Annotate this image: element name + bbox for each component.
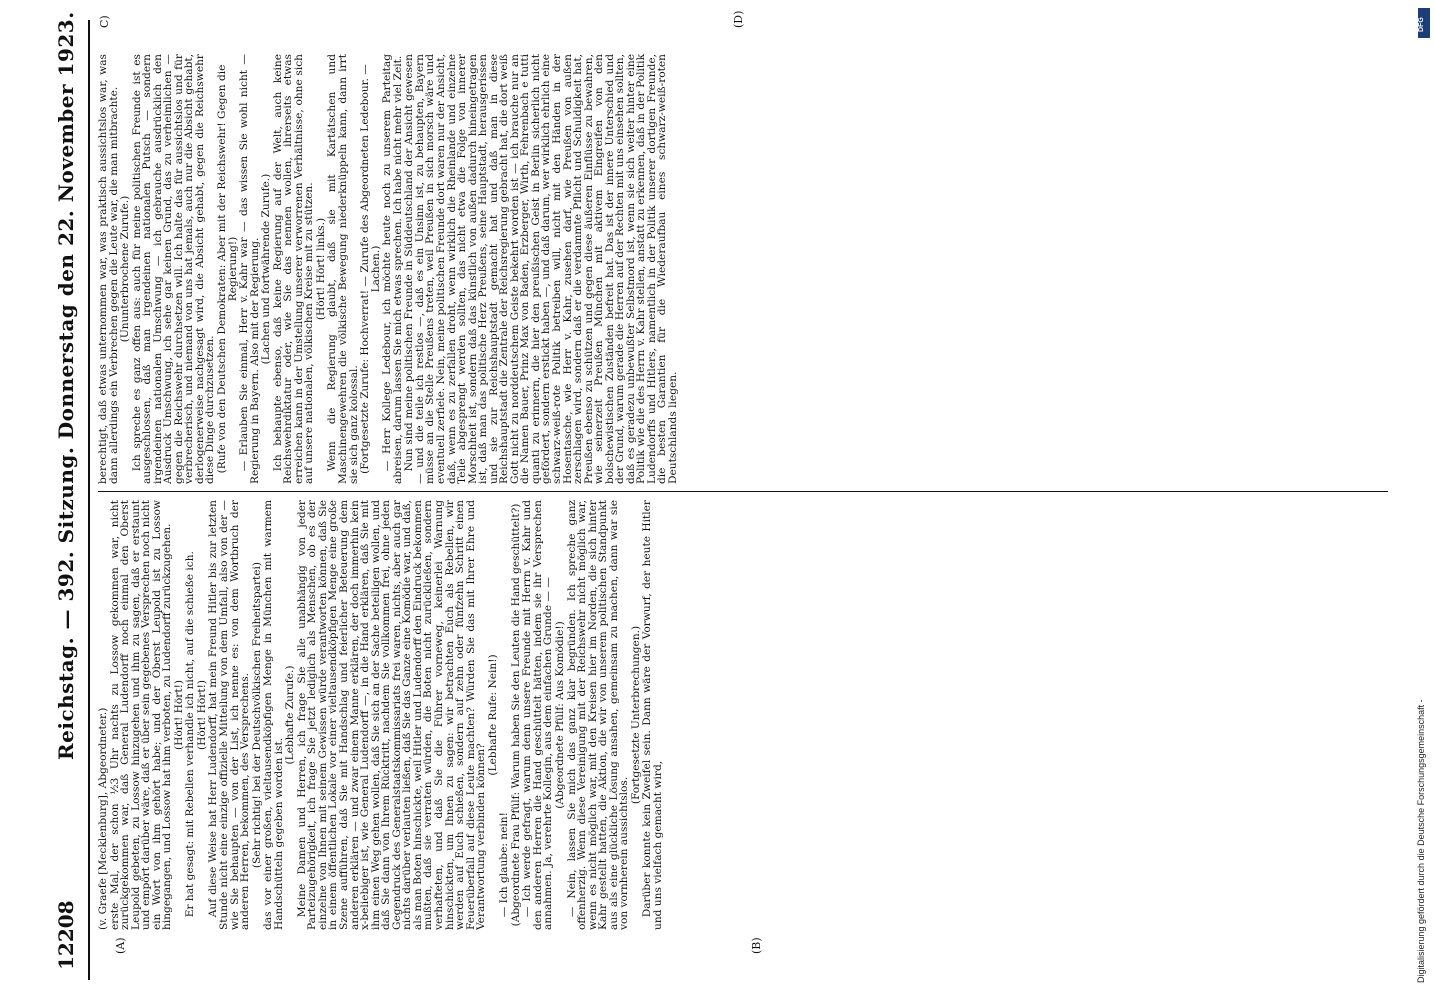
header-rule xyxy=(88,20,90,980)
paragraph: Darüber konnte kein Zweifel sein. Dann wäre der Vorwurf, der heute Hitler und uns vielfach gemacht wird, xyxy=(641,500,664,930)
right-column xyxy=(98,54,680,484)
paragraph: — Ich werde gefragt, warum denn unsere Freunde mit Herrn v. Kahr und den anderen Herren die Hand geschüttelt hätten, indem sie ihr Versprechen annahmen. Ja, verehrte Kollegin, aus dem einfachen Grunde — — xyxy=(521,500,555,930)
document-page xyxy=(2,0,1407,1000)
paragraph: Ich behaupte ebenso, daß keine Regierung auf der Welt, auch keine Reichswehrdiktatur oder, wie Sie das nennen wollen, ihrerseits etwas erreichen kann in der Umstellung unserer verworrenen Verhältnisse, ohne sich auf unsere nationalen, völkischen Kreise mit zu stützen. xyxy=(271,54,316,484)
credit-text: Digitalisierung gefördert durch die Deutsche Forschungsgemeinschaft - xyxy=(1416,699,1426,983)
margin-marker-b: (B) xyxy=(750,937,763,954)
interjection: (Lebhafte Rufe: Nein!) xyxy=(486,654,499,776)
dfg-logo: DFG xyxy=(1418,8,1430,38)
paragraph: berechtigt, daß etwas unternommen war, was praktisch aussichtslos war, was dann allerdings ein Verbrechen gegen die Leute war, die man mitbrachte. xyxy=(97,54,120,484)
paragraph: das vor einer großen, vieltausendköpfigen Menge in München mit warmem Handschütteln gegeben worden ist. xyxy=(262,500,285,930)
interjection: (Lebhafte Zurufe.) xyxy=(284,665,297,765)
left-column xyxy=(98,500,664,930)
paragraph: — Erlauben Sie einmal, Herr v. Kahr war — das wissen Sie wohl nicht — Regierung in Bayern. Also mit der Regierung. xyxy=(238,54,261,484)
paragraph: Ich spreche es ganz offen aus: auch für meine politischen Freunde ist es ausgeschlossen, daß man irgendeinen nationalen Putsch — sondern irgendeinen nationalen Umschwung — ich gebrauche ausdrücklich den Ausdruck Umschwung, ich sehe gar keinen Grund, das zu verheimlichen — gegen die Reichswehr durchsetzen will. Ich halte das für aussichtslos und für verbrecherisch, und niemand von uns hat jemals, auch nur die Absicht gehabt, derlogenerweise nachgesagt wird, die Absicht gehabt, gegen die Reichswehr diese Dinge durchzusetzen. xyxy=(130,54,217,484)
margin-marker-a: (A) xyxy=(114,937,127,954)
paragraph: Meine Damen und Herren, ich frage Sie alle unabhängig von jeder Parteizugehörigkeit, ich frage Sie jetzt lediglich als Menschen, ob es der einzelne von Ihnen mit seinem Gewissen würde verantworten können, daß Sie in einem öffentlichen Lokale vor einer vieltausendköpfigen Menge eine große Szene aufführen, daß Sie mit Handschlag und feierlicher Beteuerung dem anderen erklären — und zwar einem Manne erklären, der doch immerhin kein x-beliebiger ist, wie General Ludendorff —, in die Hand erklären, daß Sie mit ihm einen Weg gehen wollen, daß Sie sich an der Sache beteiligen wollen, und daß Sie dann von Ihrem Rücktritt, nachdem Sie vollkommen frei, ohne jeden Gegendruck des Generalstaatskommissariats frei waren, nichts, aber auch gar nichts darüber verlauten ließen, daß Sie das Ganze eine Komödie war, und daß, als man Boten hinschickte, weil Hitler und Ludendorff den Eindruck bekommen mußten, daß sie verraten würden, die Boten nicht zurückließen, sondern verhafteten, und daß Sie die Führer vorneweg, keinerlei Warnung hinschickten, um Ihnen zu sagen: wir betrachten Euch als Rebellen, wir werden auf Euch schießen, sondern auf zehn oder fünfzehn Schritt einen Feuerüberfall auf diese Leute machten? Würden Sie das mit Ihrer Ehre und Verantwortung verbinden können? xyxy=(295,500,488,930)
paragraph: Er hat gesagt: mit Rebellen verhandle ich nicht, auf die schieße ich. xyxy=(184,551,197,918)
interjection: (Fortgesetzte Unterbrechungen.) xyxy=(629,625,642,805)
page-number: 12208 xyxy=(54,900,78,970)
page-header xyxy=(2,0,106,1000)
interjection: (Hört! Hört! links.) xyxy=(314,217,327,321)
paragraph: Nun sind meine politischen Freunde in Süddeutschland der Ansicht gewesen — und die teile ich restlos —, daß es ein Unsinn ist, zu behaupten, Bayern müsse an die Stelle Preußens treten, weil Preußen in sich morsch wäre und eventuell zerfiele. Nein, meine politischen Freunde dort waren nur der Ansicht, daß, wenn es zu zerfallen droht, wenn wirklich die Rheinlande und einzelne Teile abgesprengt werden sollten, das nicht etwa die Folge von innerer Morschheit ist, sondern daß das künstlich von außen dadurch hineingetragen ist, daß man das politische Herz Preußens, seine Hauptstadt, herausgerissen und sie zur Reichshauptstadt gemacht hat und daß man in diese Reichshauptstadt die Zentrale der Reichsregierung gebracht hat, die dort weiß Gott nicht zu norddeutschem Geiste bekehrt worden ist — ich brauche nur an die Namen Bauer, Prinz Max von Baden, Erzberger, Wirth, Fehrenbach e tutti quanti zu erinnern, die hier den preußischen Geist in Berlin sicherlich nicht gefördert, sondern erstickt haben —, und daß darum, wer wirklich ehrlich eine schwarz-weiß-rote Politik betreiben will, nicht mit den Händen in der Hosentasche, wie Herr v. Kahr, zusehen darf, wie Preußen von außen zerschlagen wird, sondern daß er die verdammte Pflicht und Schuldigkeit hat, Preußen ebenso zu schützen und gegen diese äußeren Einflüsse zu bewahren, wie seinerzeit Preußen München mit aktivem Eingreifen von den bolschewistischen Zuständen befreit hat. Das ist der innere Unterschied und der Grund, warum gerade die Herren auf der Rechten mit uns einsehen sollten, daß es geradezu unbewußter Selbstmord ist, wenn sie sich weiter hinter eine Politik wie die des Herrn v. Kahr stellen, anstatt zu erkennen, daß in der Politik Ludendorffs und Hitlers, namentlich in der Politik unserer dortigen Freunde, die besten Garantien für die Wiederaufbau eines schwarz-weiß-roten Deutschlands liegen. xyxy=(403,54,679,484)
paragraph: Auf diese Weise hat Herr Ludendorff, hat mein Freund Hitler bis zur letzten Stunde nicht eine einzige offizielle Mitteilung von dem Umfall, also von der — wie Sie behaupten — von der List, ich nenne es: von dem Wortbruch der anderen Herren, bekommen, des Versprechens. xyxy=(207,500,252,930)
interjection: (Hört! Hört!) xyxy=(195,679,208,751)
interjection: (Lachen und fortwährende Zurufe.) xyxy=(260,173,273,365)
column-divider xyxy=(98,491,1388,492)
interjection: (Ununterbrochene Zurufe.) xyxy=(119,195,132,343)
interjection: (Abgeordnete Frau Pfülf: Warum haben Sie den Leuten die Hand geschüttelt?) xyxy=(509,503,522,927)
running-title: Reichstag. — 392. Sitzung. Donnerstag den 22. November 1923. xyxy=(54,11,78,760)
interjection: (Hört! Hört!) xyxy=(172,679,185,751)
interjection: (Abgeordnete Pfülf: Aus Komödie!) xyxy=(553,621,566,809)
margin-marker-c: C) xyxy=(98,15,111,28)
paragraph: — Nein, lassen Sie mich das ganz klar begründen. Ich spreche ganz offenherzig. Wenn diese Vereinigung mit der Reichswehr nicht möglich war, wenn es nicht möglich war, mit den Kreisen hier im Norden, die sich hinter Kahr gestellt hatten, die Aktion, die wir von unserem politischen Standpunkt aus als eine glückliche Lösung ansahen, gemeinsam zu machen, dann war sie von vornherein aussichtslos. xyxy=(565,500,631,930)
paragraph: Wenn die Regierung glaubt, daß sie mit Kartätschen und Maschinengewehren die völkische Bewegung niederknüppeln kann, dann irrt sie sich ganz kolossal. xyxy=(326,54,360,484)
digitization-credit xyxy=(1402,0,1434,1000)
paragraph: — Ich glaube: nein! xyxy=(498,812,511,918)
speaker-line: (v. Graefe [Mecklenburg], Abgeordneter.) xyxy=(97,707,109,930)
paragraph: erste Mal, der schon ½3 Uhr nachts zu Lossow gekommen war, nicht zurückgekommen war, daß General Ludendorff noch einmal den Oberst Leupold gebeten, zu Lossow hinzugehen und ihm zu sagen, daß er erstaunt und empört darüber wäre, daß er über sein gegebenes Versprechen noch nicht ein Wort von ihm gehört habe; und der Oberst Leupold ist zu Lossow hingegangen, und Lossow hat ihm verboten, zu Ludendorff zurückzugehen. xyxy=(108,500,174,930)
paragraph: — Herr Kollege Ledebour, ich möchte heute noch zu unserem Parteitag abreisen, darum lassen Sie mich etwas sprechen. Ich habe nicht mehr viel Zeit. xyxy=(381,54,404,484)
interjection: (Fortgesetzte Zurufe: Hochverrat! — Zurufe des Abgeordneten Ledebour. — Lachen.) xyxy=(359,64,382,474)
interjection: (Rufe von den Deutschen Demokraten: Aber mit der Reichswehr! Gegen die Regierung!) xyxy=(216,64,239,474)
interjection: (Sehr richtig! bei der Deutschvölkischen Freiheitspartei) xyxy=(250,561,263,869)
margin-marker-d: (D) xyxy=(732,10,745,28)
